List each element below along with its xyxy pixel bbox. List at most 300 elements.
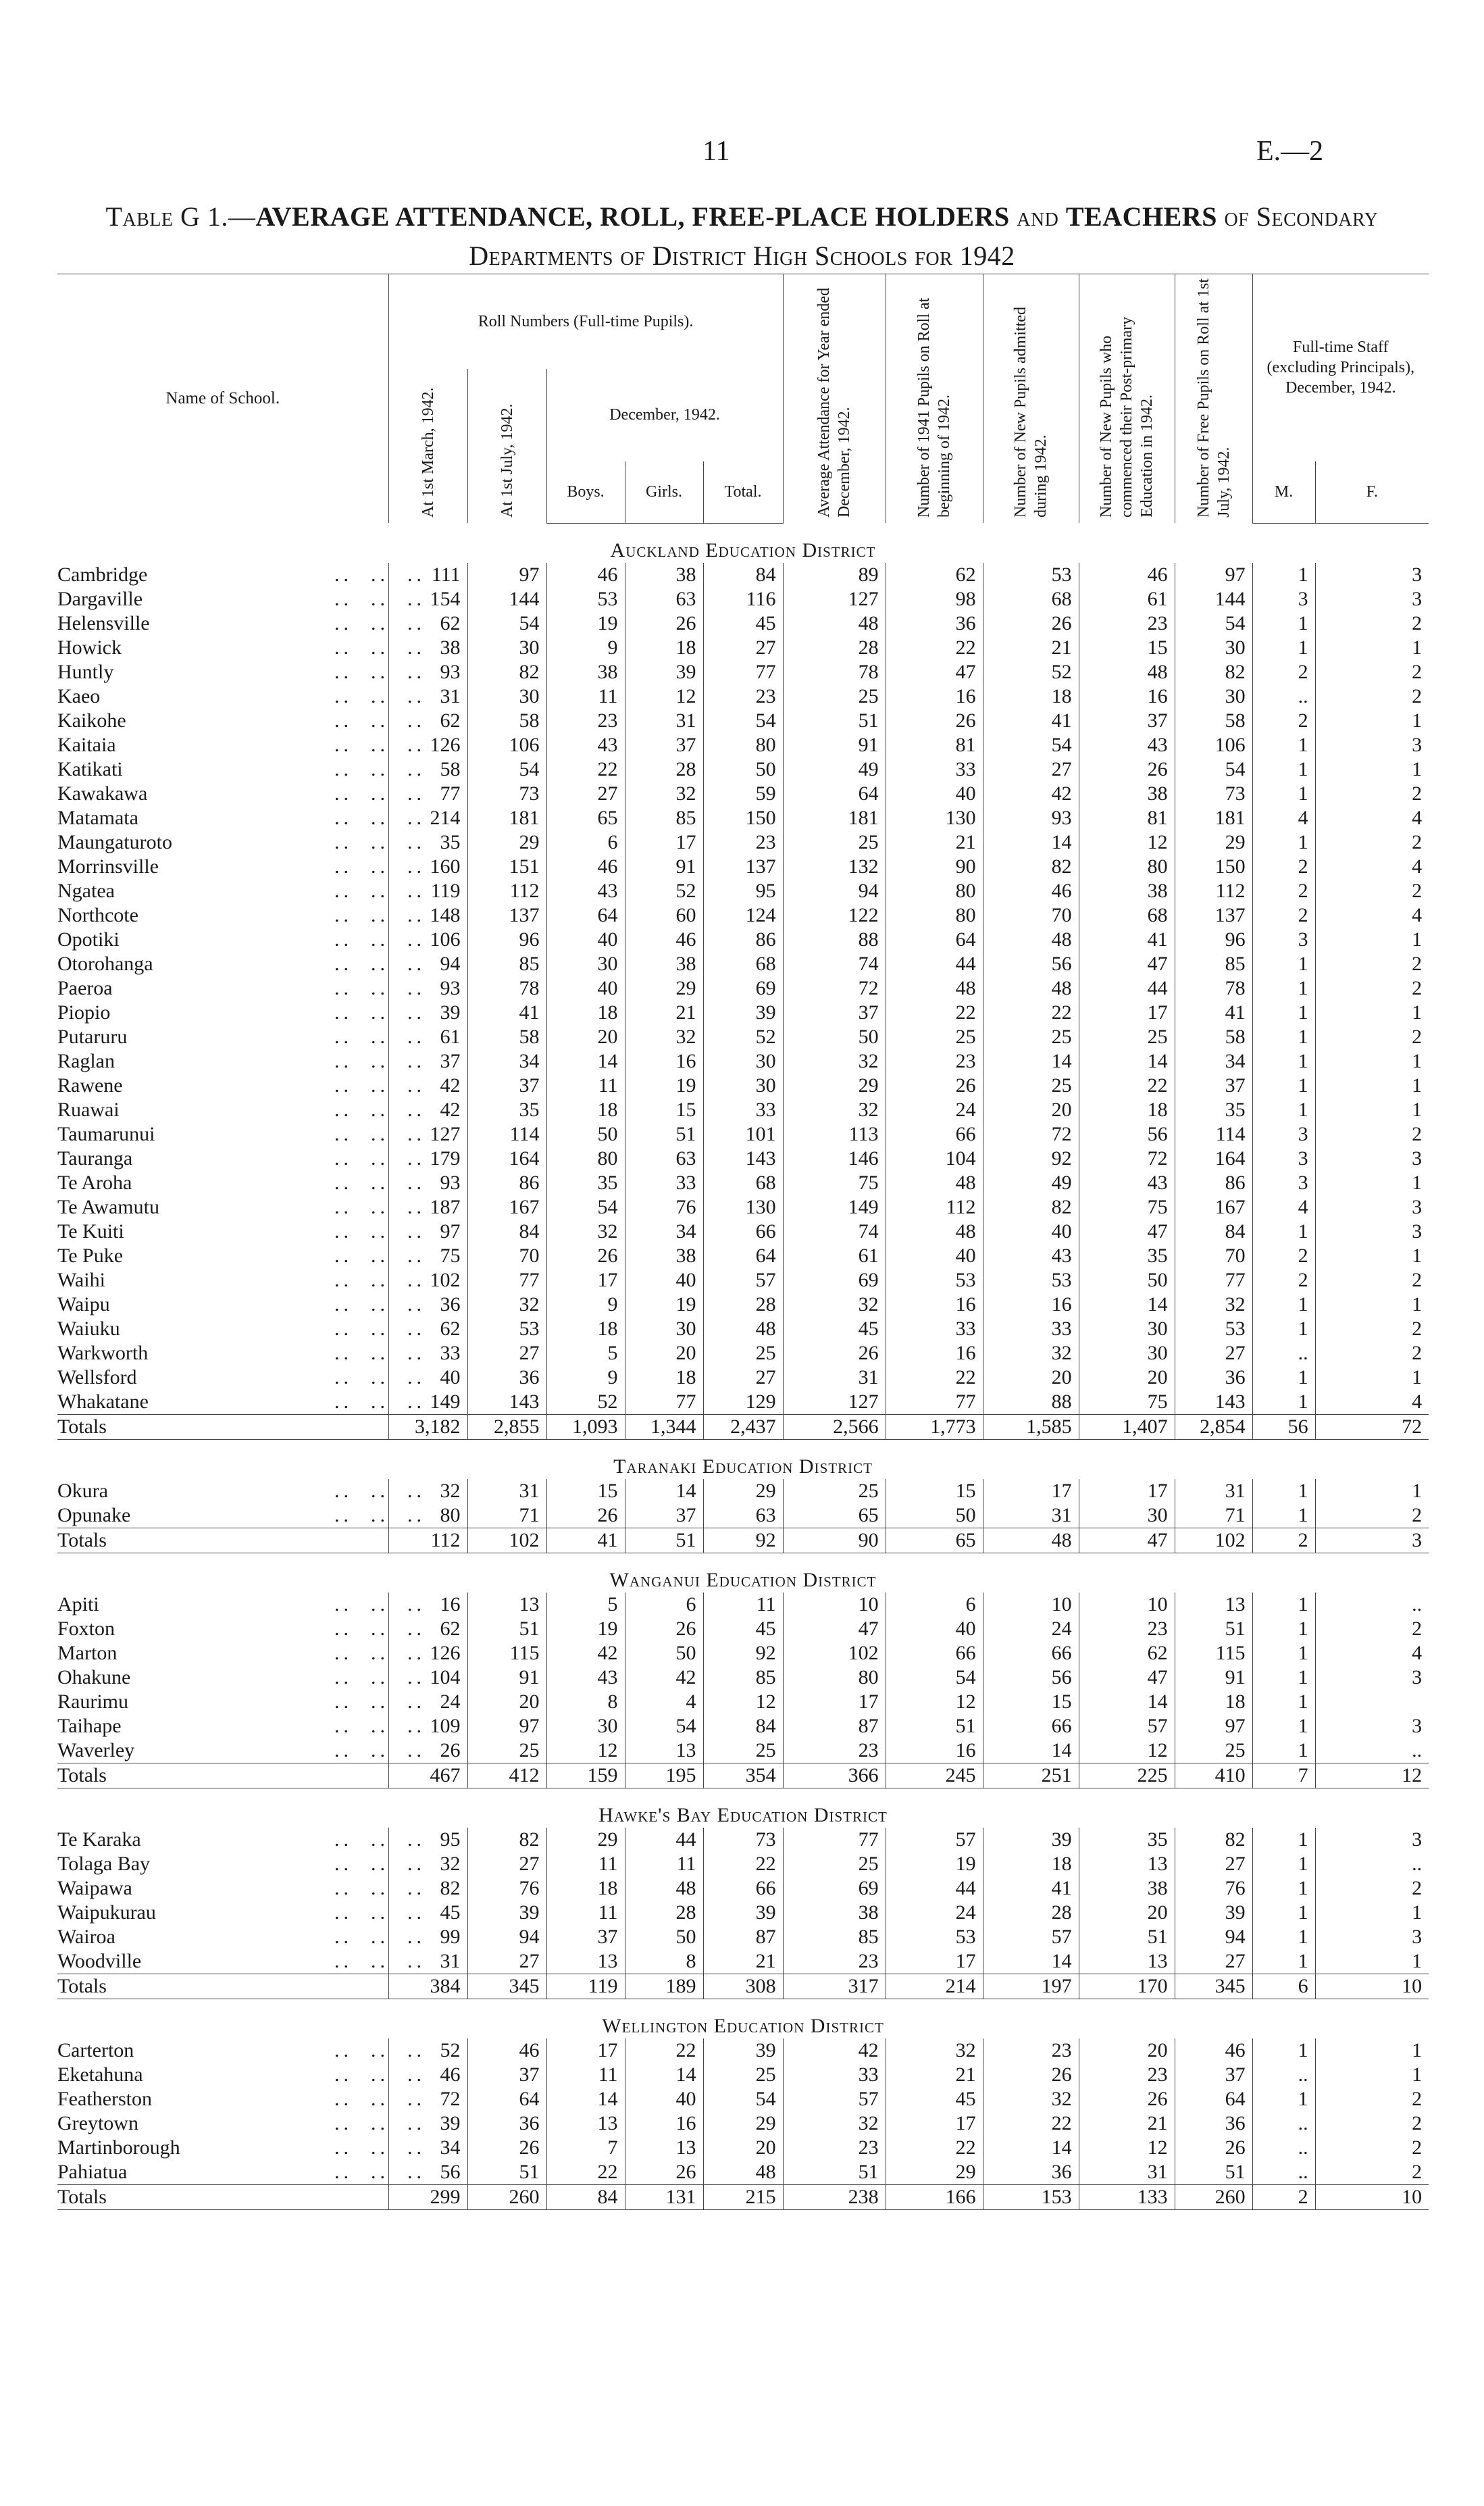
table-row xyxy=(57,1641,1429,1665)
table-cell: 1 xyxy=(1315,1479,1429,1503)
table-cell: 3 xyxy=(1315,733,1429,757)
table-cell: 4 xyxy=(1315,903,1429,928)
table-cell: 48 xyxy=(703,2160,783,2185)
table-cell: 4 xyxy=(1252,1195,1315,1220)
table-cell: 80 xyxy=(546,1147,625,1171)
table-cell: 36 xyxy=(983,2160,1079,2185)
table-cell: 33 xyxy=(388,1341,467,1365)
table-cell: 4 xyxy=(1315,806,1429,830)
table-cell: 27 xyxy=(1175,1341,1252,1365)
table-row xyxy=(57,1714,1429,1738)
table-cell: 13 xyxy=(546,2111,625,2136)
table-cell: 14 xyxy=(546,1049,625,1074)
table-cell: 53 xyxy=(467,1317,546,1341)
table-cell: 13 xyxy=(1079,1852,1175,1876)
table-cell: 37 xyxy=(1175,2063,1252,2087)
table-cell: 20 xyxy=(546,1025,625,1049)
table-cell: 22 xyxy=(625,2038,703,2063)
table-cell: 13 xyxy=(467,1593,546,1617)
table-cell: 80 xyxy=(886,879,983,903)
table-cell: 127 xyxy=(783,1390,886,1415)
school-name: Waihi .. .. .. xyxy=(57,1268,426,1291)
table-cell: 45 xyxy=(703,1617,783,1641)
table-cell: 10 xyxy=(1079,1593,1175,1617)
table-cell: 86 xyxy=(467,1171,546,1195)
table-cell: 18 xyxy=(546,1098,625,1122)
table-cell: 73 xyxy=(1175,782,1252,806)
table-cell: 102 xyxy=(388,1268,467,1293)
school-name: Carterton .. .. .. xyxy=(57,2038,426,2061)
table-cell: 51 xyxy=(886,1714,983,1738)
table-cell: 1 xyxy=(1315,1244,1429,1268)
table-cell: 26 xyxy=(388,1738,467,1763)
table-cell: 1 xyxy=(1252,2087,1315,2111)
table-cell: 87 xyxy=(783,1714,886,1738)
totals-label: Totals xyxy=(57,1974,388,1999)
table-cell: 17 xyxy=(546,2038,625,2063)
table-cell: 1 xyxy=(1315,1001,1429,1025)
table-cell: 40 xyxy=(546,928,625,952)
totals-cell: 65 xyxy=(886,1528,983,1553)
table-cell: 78 xyxy=(783,660,886,684)
table-cell: 3 xyxy=(1315,1714,1429,1738)
table-cell: 33 xyxy=(783,2063,886,2087)
table-cell: 91 xyxy=(467,1665,546,1690)
table-cell: 50 xyxy=(703,757,783,782)
table-cell: 2 xyxy=(1315,1025,1429,1049)
table-cell: 77 xyxy=(703,660,783,684)
table-cell: 19 xyxy=(546,611,625,636)
table-cell: 37 xyxy=(467,2063,546,2087)
table-row xyxy=(57,1171,1429,1195)
table-cell: 2 xyxy=(1252,879,1315,903)
table-cell: 39 xyxy=(388,2111,467,2136)
table-cell: 45 xyxy=(703,611,783,636)
table-cell: 13 xyxy=(546,1949,625,1974)
table-cell: 81 xyxy=(886,733,983,757)
table-cell: 13 xyxy=(1175,1593,1252,1617)
table-title xyxy=(0,197,1484,276)
totals-cell: 112 xyxy=(388,1528,467,1553)
table-cell: 93 xyxy=(388,1171,467,1195)
totals-cell: 159 xyxy=(546,1763,625,1788)
table-row xyxy=(57,1617,1429,1641)
table-cell: 2 xyxy=(1315,611,1429,636)
table-row xyxy=(57,2063,1429,2087)
table-cell: 15 xyxy=(983,1690,1079,1714)
table-cell: 62 xyxy=(1079,1641,1175,1665)
title-line2: Departments of District High Schools for 1942 xyxy=(469,241,1015,271)
table-cell: 40 xyxy=(625,2087,703,2111)
table-cell: 61 xyxy=(783,1244,886,1268)
table-cell: 66 xyxy=(703,1876,783,1901)
table-body xyxy=(57,523,1429,2209)
table-cell: 29 xyxy=(546,1828,625,1852)
table-cell: 16 xyxy=(983,1293,1079,1317)
totals-cell: 345 xyxy=(1175,1974,1252,1999)
table-cell: 11 xyxy=(546,1074,625,1098)
table-cell: 124 xyxy=(703,903,783,928)
table-cell: 65 xyxy=(546,806,625,830)
table-cell: 13 xyxy=(1079,1949,1175,1974)
table-cell: 93 xyxy=(388,660,467,684)
table-cell: 3 xyxy=(1252,1171,1315,1195)
table-cell: 20 xyxy=(467,1690,546,1714)
table-cell: 2 xyxy=(1315,660,1429,684)
table-cell: 29 xyxy=(703,2111,783,2136)
table-cell: 96 xyxy=(467,928,546,952)
table-cell: 82 xyxy=(467,660,546,684)
table-cell: 54 xyxy=(703,2087,783,2111)
table-row xyxy=(57,855,1429,879)
table-cell: 23 xyxy=(546,709,625,733)
totals-cell: 251 xyxy=(983,1763,1079,1788)
table-cell: 11 xyxy=(546,1852,625,1876)
totals-row xyxy=(57,1763,1429,1788)
table-row xyxy=(57,1852,1429,1876)
totals-cell: 6 xyxy=(1252,1974,1315,1999)
table-cell: 18 xyxy=(983,684,1079,709)
table-cell: 18 xyxy=(1175,1690,1252,1714)
table-cell: 146 xyxy=(783,1147,886,1171)
table-cell: 53 xyxy=(1175,1317,1252,1341)
table-cell: 35 xyxy=(1175,1098,1252,1122)
table-cell: 6 xyxy=(886,1593,983,1617)
table-cell: 1 xyxy=(1315,1365,1429,1390)
table-cell: 92 xyxy=(703,1641,783,1665)
table-cell: 34 xyxy=(467,1049,546,1074)
table-cell: 30 xyxy=(467,636,546,660)
table-cell: 1 xyxy=(1252,1617,1315,1641)
table-cell: 35 xyxy=(546,1171,625,1195)
table-cell: 132 xyxy=(783,855,886,879)
totals-row xyxy=(57,1528,1429,1553)
table-cell: 11 xyxy=(625,1852,703,1876)
totals-cell: 317 xyxy=(783,1974,886,1999)
table-cell: 52 xyxy=(625,879,703,903)
table-cell: 25 xyxy=(886,1025,983,1049)
table-row xyxy=(57,1949,1429,1974)
table-cell: 5 xyxy=(546,1593,625,1617)
table-cell: 76 xyxy=(467,1876,546,1901)
table-cell: 37 xyxy=(1079,709,1175,733)
table-cell: 16 xyxy=(1079,684,1175,709)
table-cell: 49 xyxy=(983,1171,1079,1195)
table-cell: 32 xyxy=(388,1852,467,1876)
table-cell: 38 xyxy=(625,952,703,976)
school-name: Waiuku .. .. .. xyxy=(57,1317,426,1340)
table-cell: 42 xyxy=(625,1665,703,1690)
table-cell: 12 xyxy=(1079,1738,1175,1763)
totals-cell: 2,437 xyxy=(703,1414,783,1439)
table-cell: 32 xyxy=(783,1049,886,1074)
table-cell: 57 xyxy=(703,1268,783,1293)
table-cell: 20 xyxy=(625,1341,703,1365)
table-cell: 76 xyxy=(625,1195,703,1220)
table-cell: 24 xyxy=(886,1098,983,1122)
table-cell: 20 xyxy=(1079,1901,1175,1925)
table-cell: 77 xyxy=(467,1268,546,1293)
table-cell: 2 xyxy=(1315,2087,1429,2111)
school-name: Dargaville .. .. .. xyxy=(57,587,426,610)
table-cell: 1 xyxy=(1252,1738,1315,1763)
totals-cell: 84 xyxy=(546,2184,625,2209)
header-1941-pupils: Number of 1941 Pupils on Roll at beginning of 1942. xyxy=(886,274,983,524)
totals-cell: 345 xyxy=(467,1974,546,1999)
totals-cell: 41 xyxy=(546,1528,625,1553)
table-cell: 1 xyxy=(1252,1317,1315,1341)
totals-cell: 467 xyxy=(388,1763,467,1788)
table-cell: 41 xyxy=(983,709,1079,733)
table-cell: 30 xyxy=(1079,1503,1175,1528)
table-cell: 56 xyxy=(1079,1122,1175,1147)
district-heading: Wellington Education District xyxy=(602,2014,884,2037)
table-cell: 86 xyxy=(1175,1171,1252,1195)
table-cell: 32 xyxy=(783,1293,886,1317)
table-cell: 14 xyxy=(1079,1690,1175,1714)
table-cell: 41 xyxy=(1175,1001,1252,1025)
table-cell: 78 xyxy=(1175,976,1252,1001)
table-cell: .. xyxy=(1252,2111,1315,2136)
totals-cell: 260 xyxy=(467,2184,546,2209)
table-cell: 25 xyxy=(783,1852,886,1876)
table-cell: 3 xyxy=(1252,928,1315,952)
totals-cell: 238 xyxy=(783,2184,886,2209)
table-cell: .. xyxy=(1315,1593,1429,1617)
table-row xyxy=(57,1925,1429,1949)
table-cell: 60 xyxy=(625,903,703,928)
table-cell: 25 xyxy=(983,1025,1079,1049)
table-cell: 8 xyxy=(625,1949,703,1974)
table-cell: 44 xyxy=(886,952,983,976)
table-cell: 32 xyxy=(983,1341,1079,1365)
school-name: Tauranga .. .. .. xyxy=(57,1147,426,1170)
table-cell: 32 xyxy=(1175,1293,1252,1317)
table-cell: 4 xyxy=(1315,1641,1429,1665)
table-cell: .. xyxy=(1252,2160,1315,2185)
table-cell: 4 xyxy=(1315,1390,1429,1415)
table-cell: 81 xyxy=(1079,806,1175,830)
table-cell: 75 xyxy=(1079,1195,1175,1220)
table-cell: 1 xyxy=(1252,1641,1315,1665)
totals-cell: 215 xyxy=(703,2184,783,2209)
table-cell: 65 xyxy=(783,1503,886,1528)
table-cell: 88 xyxy=(783,928,886,952)
table-cell: 46 xyxy=(546,855,625,879)
table-cell: 54 xyxy=(625,1714,703,1738)
table-cell: 77 xyxy=(1175,1268,1252,1293)
table-cell: 31 xyxy=(625,709,703,733)
table-cell: 1 xyxy=(1252,636,1315,660)
table-cell: 18 xyxy=(983,1852,1079,1876)
table-cell: 15 xyxy=(625,1098,703,1122)
table-cell: 74 xyxy=(783,1220,886,1244)
table-cell: 1 xyxy=(1252,563,1315,587)
table-cell: 14 xyxy=(1079,1293,1175,1317)
table-cell: 18 xyxy=(546,1001,625,1025)
table-cell: 25 xyxy=(783,830,886,855)
table-cell: 91 xyxy=(783,733,886,757)
table-cell: 1 xyxy=(1252,952,1315,976)
table-cell: 2 xyxy=(1315,830,1429,855)
table-cell: 66 xyxy=(983,1641,1079,1665)
school-name: Putaruru .. .. .. xyxy=(57,1025,426,1048)
table-cell: 73 xyxy=(703,1828,783,1852)
table-cell: 1 xyxy=(1252,1852,1315,1876)
table-cell: 50 xyxy=(783,1025,886,1049)
header-roll-group: Roll Numbers (Full-time Pupils). xyxy=(388,274,783,369)
school-name: Ohakune .. .. .. xyxy=(57,1665,426,1688)
table-cell: 1 xyxy=(1315,1949,1429,1974)
table-cell: 62 xyxy=(388,709,467,733)
table-cell: 48 xyxy=(783,611,886,636)
table-cell: 1 xyxy=(1252,1901,1315,1925)
table-cell: 21 xyxy=(886,830,983,855)
table-cell: 93 xyxy=(388,976,467,1001)
table-cell: 97 xyxy=(1175,1714,1252,1738)
table-cell: 64 xyxy=(467,2087,546,2111)
table-cell: 1 xyxy=(1252,1828,1315,1852)
table-row xyxy=(57,903,1429,928)
title-teachers: TEACHERS xyxy=(1065,201,1217,232)
totals-label: Totals xyxy=(57,2184,388,2209)
totals-cell: 384 xyxy=(388,1974,467,1999)
table-cell: 26 xyxy=(1079,757,1175,782)
table-row xyxy=(57,2160,1429,2185)
school-name: Opotiki .. .. .. xyxy=(57,928,426,951)
table-cell: 34 xyxy=(625,1220,703,1244)
table-cell: 94 xyxy=(388,952,467,976)
table-cell: 97 xyxy=(1175,563,1252,587)
table-row xyxy=(57,1503,1429,1528)
totals-cell: 299 xyxy=(388,2184,467,2209)
district-heading: Taranaki Education District xyxy=(613,1455,873,1478)
table-cell: 167 xyxy=(1175,1195,1252,1220)
table-cell: 22 xyxy=(983,2111,1079,2136)
table-cell: 63 xyxy=(703,1503,783,1528)
table-cell: 16 xyxy=(886,1738,983,1763)
table-cell: 43 xyxy=(546,1665,625,1690)
table-cell: 62 xyxy=(886,563,983,587)
table-cell: 74 xyxy=(783,952,886,976)
table-row xyxy=(57,1876,1429,1901)
table-row xyxy=(57,587,1429,611)
school-name: Waverley .. .. .. xyxy=(57,1738,426,1761)
table-cell: 127 xyxy=(388,1122,467,1147)
table-cell: 84 xyxy=(703,1714,783,1738)
table-cell: 77 xyxy=(783,1828,886,1852)
table-cell: 1 xyxy=(1252,757,1315,782)
table-cell: 29 xyxy=(625,976,703,1001)
table-cell: 23 xyxy=(983,2038,1079,2063)
table-row xyxy=(57,1244,1429,1268)
table-cell: 54 xyxy=(467,611,546,636)
table-cell: 2 xyxy=(1252,903,1315,928)
table-cell: 21 xyxy=(886,2063,983,2087)
table-cell: 26 xyxy=(625,2160,703,2185)
table-row xyxy=(57,1901,1429,1925)
table-cell: 143 xyxy=(467,1390,546,1415)
table-cell: 16 xyxy=(625,2111,703,2136)
table-cell: 47 xyxy=(783,1617,886,1641)
table-cell: 3 xyxy=(1252,1147,1315,1171)
table-cell: 37 xyxy=(625,1503,703,1528)
table-cell: 2 xyxy=(1315,1876,1429,1901)
title-rest: of Secondary xyxy=(1224,201,1379,232)
table-row xyxy=(57,976,1429,1001)
totals-cell: 131 xyxy=(625,2184,703,2209)
table-cell: 32 xyxy=(388,1479,467,1503)
table-cell: 66 xyxy=(983,1714,1079,1738)
table-row xyxy=(57,1341,1429,1365)
table-cell: 42 xyxy=(388,1074,467,1098)
table-cell: 58 xyxy=(1175,1025,1252,1049)
table-cell: 62 xyxy=(388,1317,467,1341)
table-cell: 46 xyxy=(546,563,625,587)
table-cell: 27 xyxy=(703,636,783,660)
table-cell: 43 xyxy=(1079,1171,1175,1195)
school-name: Waipawa .. .. .. xyxy=(57,1876,426,1899)
school-name: Raurimu .. .. .. xyxy=(57,1690,426,1713)
table-cell: 2 xyxy=(1315,1317,1429,1341)
table-cell: 89 xyxy=(783,563,886,587)
table-cell: 75 xyxy=(388,1244,467,1268)
table-cell: 104 xyxy=(388,1665,467,1690)
table-cell: 116 xyxy=(703,587,783,611)
table-cell: 3 xyxy=(1252,1122,1315,1147)
totals-cell: 3 xyxy=(1315,1528,1429,1553)
table-row xyxy=(57,2087,1429,2111)
table-cell: 22 xyxy=(546,757,625,782)
table-row xyxy=(57,1690,1429,1714)
table-cell: 37 xyxy=(783,1001,886,1025)
table-cell: 17 xyxy=(1079,1479,1175,1503)
school-name: Kaitaia .. .. .. xyxy=(57,733,426,756)
table-cell: 2 xyxy=(1315,1503,1429,1528)
table-cell: 3 xyxy=(1315,563,1429,587)
table-cell: 80 xyxy=(783,1665,886,1690)
table-cell: 1 xyxy=(1252,1503,1315,1528)
table-cell: 85 xyxy=(783,1925,886,1949)
table-row xyxy=(57,1147,1429,1171)
table-cell: 70 xyxy=(1175,1244,1252,1268)
table-cell: 26 xyxy=(625,1617,703,1641)
table-cell: 80 xyxy=(388,1503,467,1528)
table-cell: 52 xyxy=(546,1390,625,1415)
table-cell: 97 xyxy=(388,1220,467,1244)
table-cell: 80 xyxy=(886,903,983,928)
table-cell: 31 xyxy=(388,684,467,709)
table-cell: 106 xyxy=(388,928,467,952)
table-cell: 29 xyxy=(783,1074,886,1098)
table-cell: 50 xyxy=(546,1122,625,1147)
table-cell: 26 xyxy=(546,1503,625,1528)
totals-cell: 412 xyxy=(467,1763,546,1788)
table-cell: 22 xyxy=(1079,1074,1175,1098)
table-cell: 143 xyxy=(703,1147,783,1171)
table-cell: 23 xyxy=(703,830,783,855)
table-cell: 33 xyxy=(983,1317,1079,1341)
table-cell xyxy=(1315,1690,1429,1714)
totals-cell: 10 xyxy=(1315,2184,1429,2209)
table-cell: 59 xyxy=(703,782,783,806)
table-row xyxy=(57,1268,1429,1293)
table-cell: 56 xyxy=(983,952,1079,976)
table-cell: 112 xyxy=(886,1195,983,1220)
table-cell: 53 xyxy=(886,1268,983,1293)
table-cell: 16 xyxy=(886,1341,983,1365)
school-name: Howick .. .. .. xyxy=(57,636,426,659)
